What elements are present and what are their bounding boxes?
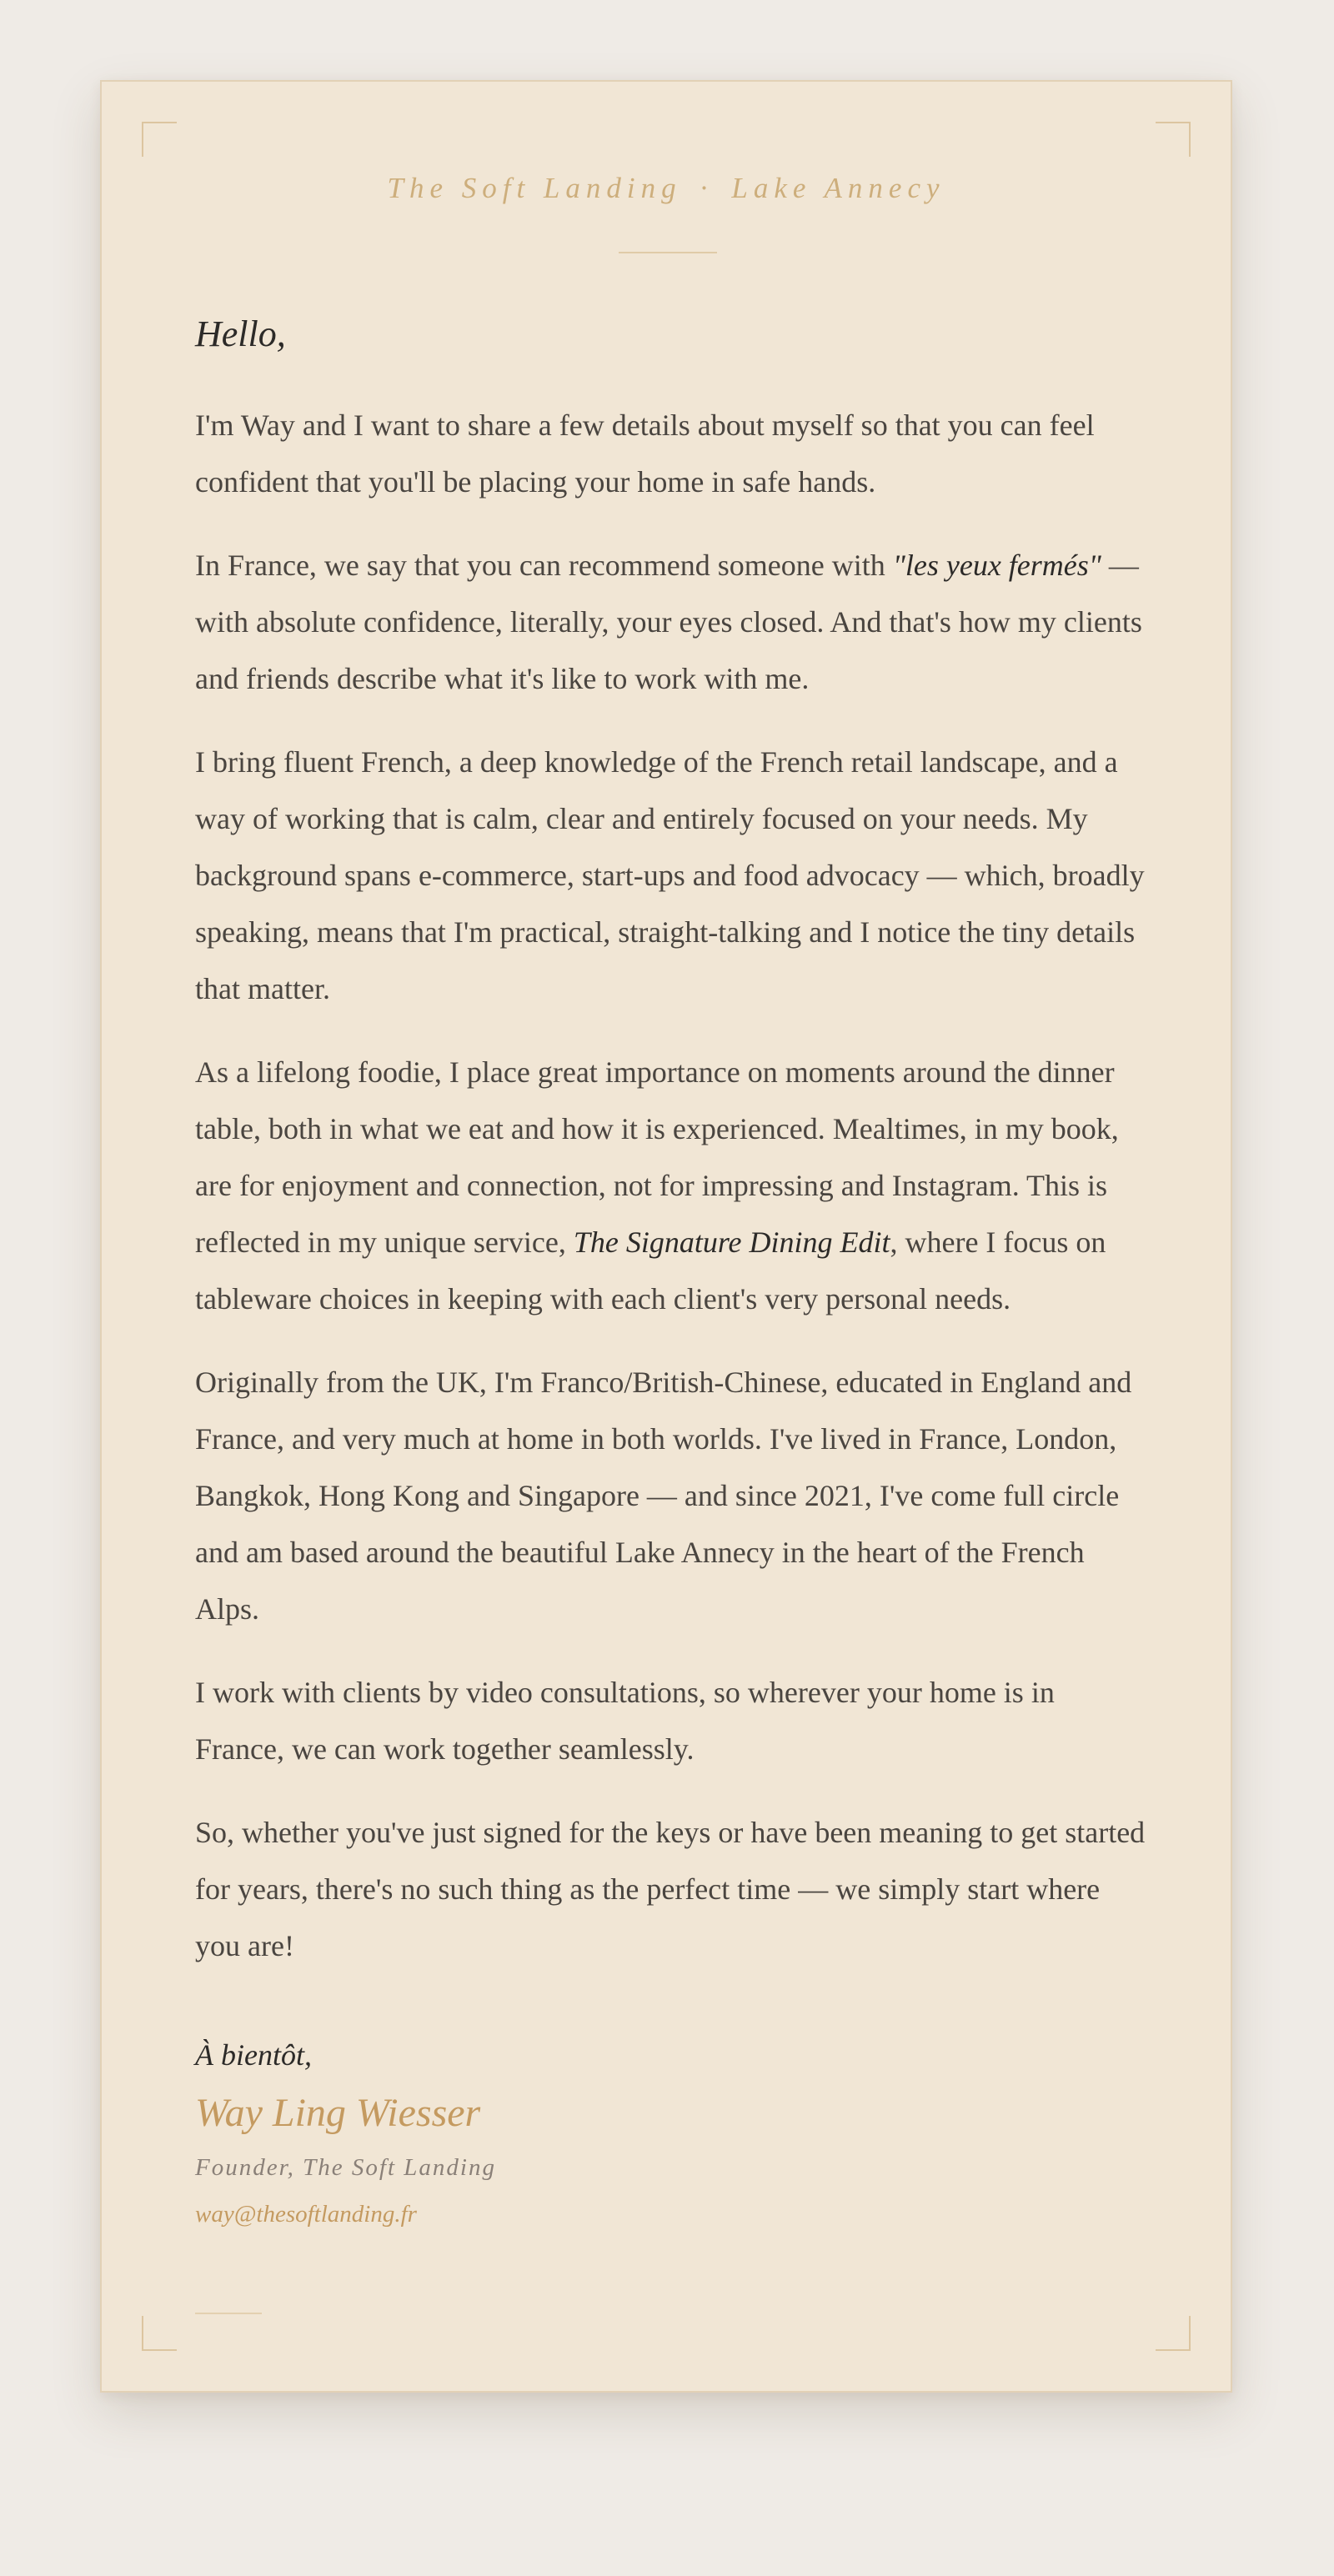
french-phrase: "les yeux fermés" <box>892 549 1101 582</box>
sign-off: À bientôt, <box>195 2038 312 2072</box>
corner-ornament-bottom-left <box>142 2316 177 2351</box>
paragraph-yeux-fermes <box>195 537 1146 707</box>
brand-name: The Soft Landing <box>387 172 682 204</box>
footer-divider <box>195 2313 262 2314</box>
brand-location: Lake Annecy <box>731 172 945 204</box>
letterhead-divider <box>619 252 717 253</box>
signature-name: Way Ling Wiesser <box>195 2091 481 2135</box>
paragraph-text: As a lifelong foodie, I place great importance on moments around the dinner table, both in what we eat and how it is experienced. Mealtimes, in my book, are for enjoyment and connection, not for impressing and Instagram. This is reflected in my unique service, <box>195 1055 1119 1259</box>
paragraph-closing: So, whether you've just signed for the keys or have been meaning to get started for years, there's no such thing as the perfect time — we simply start where you are! <box>195 1816 1146 1962</box>
paragraph-video-consultations: I work with clients by video consultations, so wherever your home is in France, we can work together seamlessly. <box>195 1676 1055 1766</box>
greeting: Hello, <box>195 313 286 354</box>
letter-card <box>100 80 1232 2393</box>
corner-ornament-bottom-right <box>1156 2316 1191 2351</box>
paragraph-foodie <box>195 1044 1146 1327</box>
letterhead-separator: · <box>700 172 714 204</box>
paragraph-origins: Originally from the UK, I'm Franco/British-Chinese, educated in England and France, and very much at home in both worlds. I've lived in France, London, Bangkok, Hong Kong and Singapore — and since 2021, I've come full circle and am based around the beautiful Lake Annecy in the heart of the French Alps. <box>195 1366 1132 1626</box>
paragraph-intro: I'm Way and I want to share a few details about myself so that you can feel confident that you'll be placing your home in safe hands. <box>195 408 1095 499</box>
corner-ornament-top-left <box>142 122 177 157</box>
email-link[interactable]: way@thesoftlanding.fr <box>195 2201 417 2228</box>
letterhead <box>102 170 1231 207</box>
service-name: The Signature Dining Edit <box>573 1225 890 1259</box>
paragraph-text: , where I focus on tableware choices in keeping with each client's very personal needs. <box>195 1225 1106 1316</box>
signature-role: Founder, The Soft Landing <box>195 2154 496 2181</box>
paragraph-text: In France, we say that you can recommend someone with <box>195 549 893 582</box>
paragraph-text: — with absolute confidence, literally, your eyes closed. And that's how my clients and friends describe what it's like to work with me. <box>195 549 1142 695</box>
corner-ornament-top-right <box>1156 122 1191 157</box>
letter-body <box>195 305 1146 2231</box>
paragraph-background: I bring fluent French, a deep knowledge of the French retail landscape, and a way of working that is calm, clear and entirely focused on your needs. My background spans e-commerce, start-ups and food advocacy — which, broadly speaking, means that I'm practical, straight-talking and I notice the tiny details that matter. <box>195 745 1145 1005</box>
